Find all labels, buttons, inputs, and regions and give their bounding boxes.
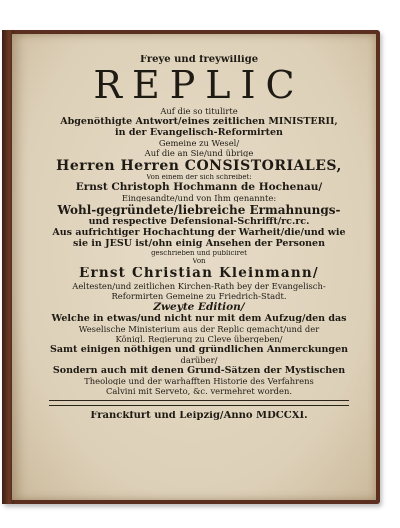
text-line-22: Welche in etwas/und nicht nur mit dem Aufzug/den das — [51, 313, 347, 324]
subtitle-line-1: Freye und freywillige — [139, 55, 259, 65]
text-line-12: Wohl-gegründete/liebreiche Ermahnungs- — [57, 203, 341, 216]
hochmann-name: Ernst Christoph Hochmann de Hochenau/ — [75, 181, 323, 193]
text-line-14: Aus aufrichtiger Hochachtung der Warheit/die/und wie — [52, 227, 346, 238]
text-line-6: Gemeine zu Wesel/ — [158, 138, 240, 148]
title-page-text — [32, 55, 366, 421]
main-title: REPLIC — [93, 67, 305, 103]
text-line-7: Auf die an Sie/und übrige — [144, 148, 254, 158]
text-line-3: Auf die so titulirte — [160, 107, 238, 116]
text-line-19: Aeltesten/und zeitlichen Kirchen-Rath bey der Evangelisch- — [72, 282, 326, 291]
text-line-16: geschrieben und publiciret — [151, 249, 247, 257]
author-name: Ernst Christian Kleinmann/ — [79, 266, 319, 281]
text-line-15: sie in JESU ist/ohn einig Ansehen der Personen — [72, 238, 326, 249]
imprint-line: Franckfurt und Leipzig/Anno MDCCXI. — [90, 410, 308, 421]
text-line-28: Theologie und der warhafften Historie des Verfahrens — [84, 376, 314, 386]
text-line-9: Von einem der sich schreibet: — [146, 173, 252, 181]
text-line-26: darüber/ — [180, 355, 218, 365]
edition-line: Zweyte Edition/ — [153, 301, 245, 313]
text-line-11: Eingesandte/und von Ihm genannte: — [121, 193, 277, 203]
text-line-25: Samt einigen nöthigen und gründlichen Anmerckungen — [49, 344, 349, 355]
text-line-20: Reformirten Gemeine zu Friedrich-Stadt. — [111, 292, 287, 301]
divider-rule — [49, 400, 349, 401]
text-line-27: Sondern auch mit denen Grund-Sätzen der Mystischen — [52, 365, 346, 376]
text-line-29: Calvini mit Serveto, &c. vermehret worden. — [105, 386, 293, 395]
divider-rule-thin — [49, 405, 349, 406]
text-line-23: Weselische Ministerium aus der Replic gemacht/und der — [78, 324, 320, 334]
text-line-17: Von — [192, 257, 206, 265]
text-line-24: Königl. Regierung zu Cleve übergeben/ — [115, 334, 283, 344]
text-line-5: in der Evangelisch-Reformirten — [115, 127, 283, 138]
consistoriales-heading: Herren Herren CONSISTORIALES, — [56, 158, 342, 173]
text-line-13: und respective Defensional-Schrifft/rc.rc. — [88, 216, 310, 227]
text-line-4: Abgenöthigte Antwort/eines zeitlichen MINISTERII, — [60, 116, 338, 127]
